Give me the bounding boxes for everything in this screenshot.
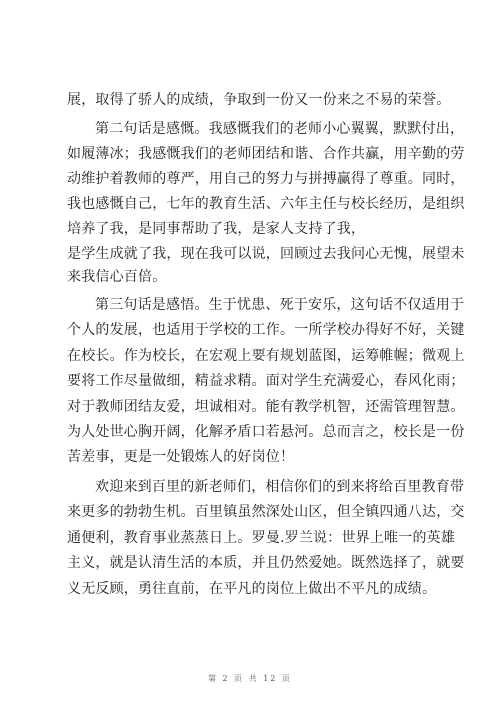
- text-line: 在校长。作为校长，在宏观上要有规划蓝图，运筹帷幄；微观上: [67, 348, 465, 364]
- text-line: 展，取得了骄人的成绩，争取到一份又一份来之不易的荣誉。: [67, 92, 451, 108]
- text-line: 第三句话是感悟。生于忧患、死于安乐，这句话不仅适用于: [95, 297, 465, 313]
- text-line: 对于教师团结友爱，坦诚相对。能有教学机智，还需管理智慧。: [67, 399, 465, 415]
- text-line: 动维护着教师的尊严，用自己的努力与拼搏赢得了尊重。同时，: [67, 171, 465, 187]
- text-line: 通便利，教育事业蒸蒸日上。罗曼.罗兰说：世界上唯一的英雄: [67, 530, 456, 546]
- text-line: 来我信心百倍。: [67, 269, 167, 285]
- text-line: 如履薄冰；我感慨我们的老师团结和谐、合作共赢，用辛勤的劳: [67, 146, 465, 162]
- text-line: 来更多的勃勃生机。百里镇虽然深处山区，但全镇四通八达，交: [67, 504, 465, 520]
- page-number-footer: 第 2 页 共 12 页: [208, 674, 292, 683]
- text-line: 主义，就是认清生活的本质，并且仍然爱她。既然选择了，就要: [67, 555, 465, 571]
- text-line: 欢迎来到百里的新老师们，相信你们的到来将给百里教育带: [95, 479, 465, 495]
- text-line: 是学生成就了我，现在我可以说，回顾过去我问心无愧，展望未: [67, 246, 465, 262]
- text-line: 为人处世心胸开阔，化解矛盾口若悬河。总而言之，校长是一份: [67, 424, 465, 440]
- text-line: 我也感慨自己，七年的教育生活、六年主任与校长经历，是组织: [67, 196, 465, 212]
- text-line: 要将工作尽量做细，精益求精。面对学生充满爱心，春风化雨；: [67, 373, 465, 389]
- text-line: 义无反顾，勇往直前，在平凡的岗位上做出不平凡的成绩。: [67, 581, 437, 597]
- text-line: 苦差事，更是一处锻炼人的好岗位！: [67, 449, 295, 465]
- text-line: 第二句话是感慨。我感慨我们的老师小心翼翼，默默付出，: [95, 121, 465, 137]
- text-line: 培养了我，是同事帮助了我，是家人支持了我，: [67, 221, 366, 237]
- text-line: 个人的发展，也适用于学校的工作。一所学校办得好不好，关键: [67, 322, 465, 338]
